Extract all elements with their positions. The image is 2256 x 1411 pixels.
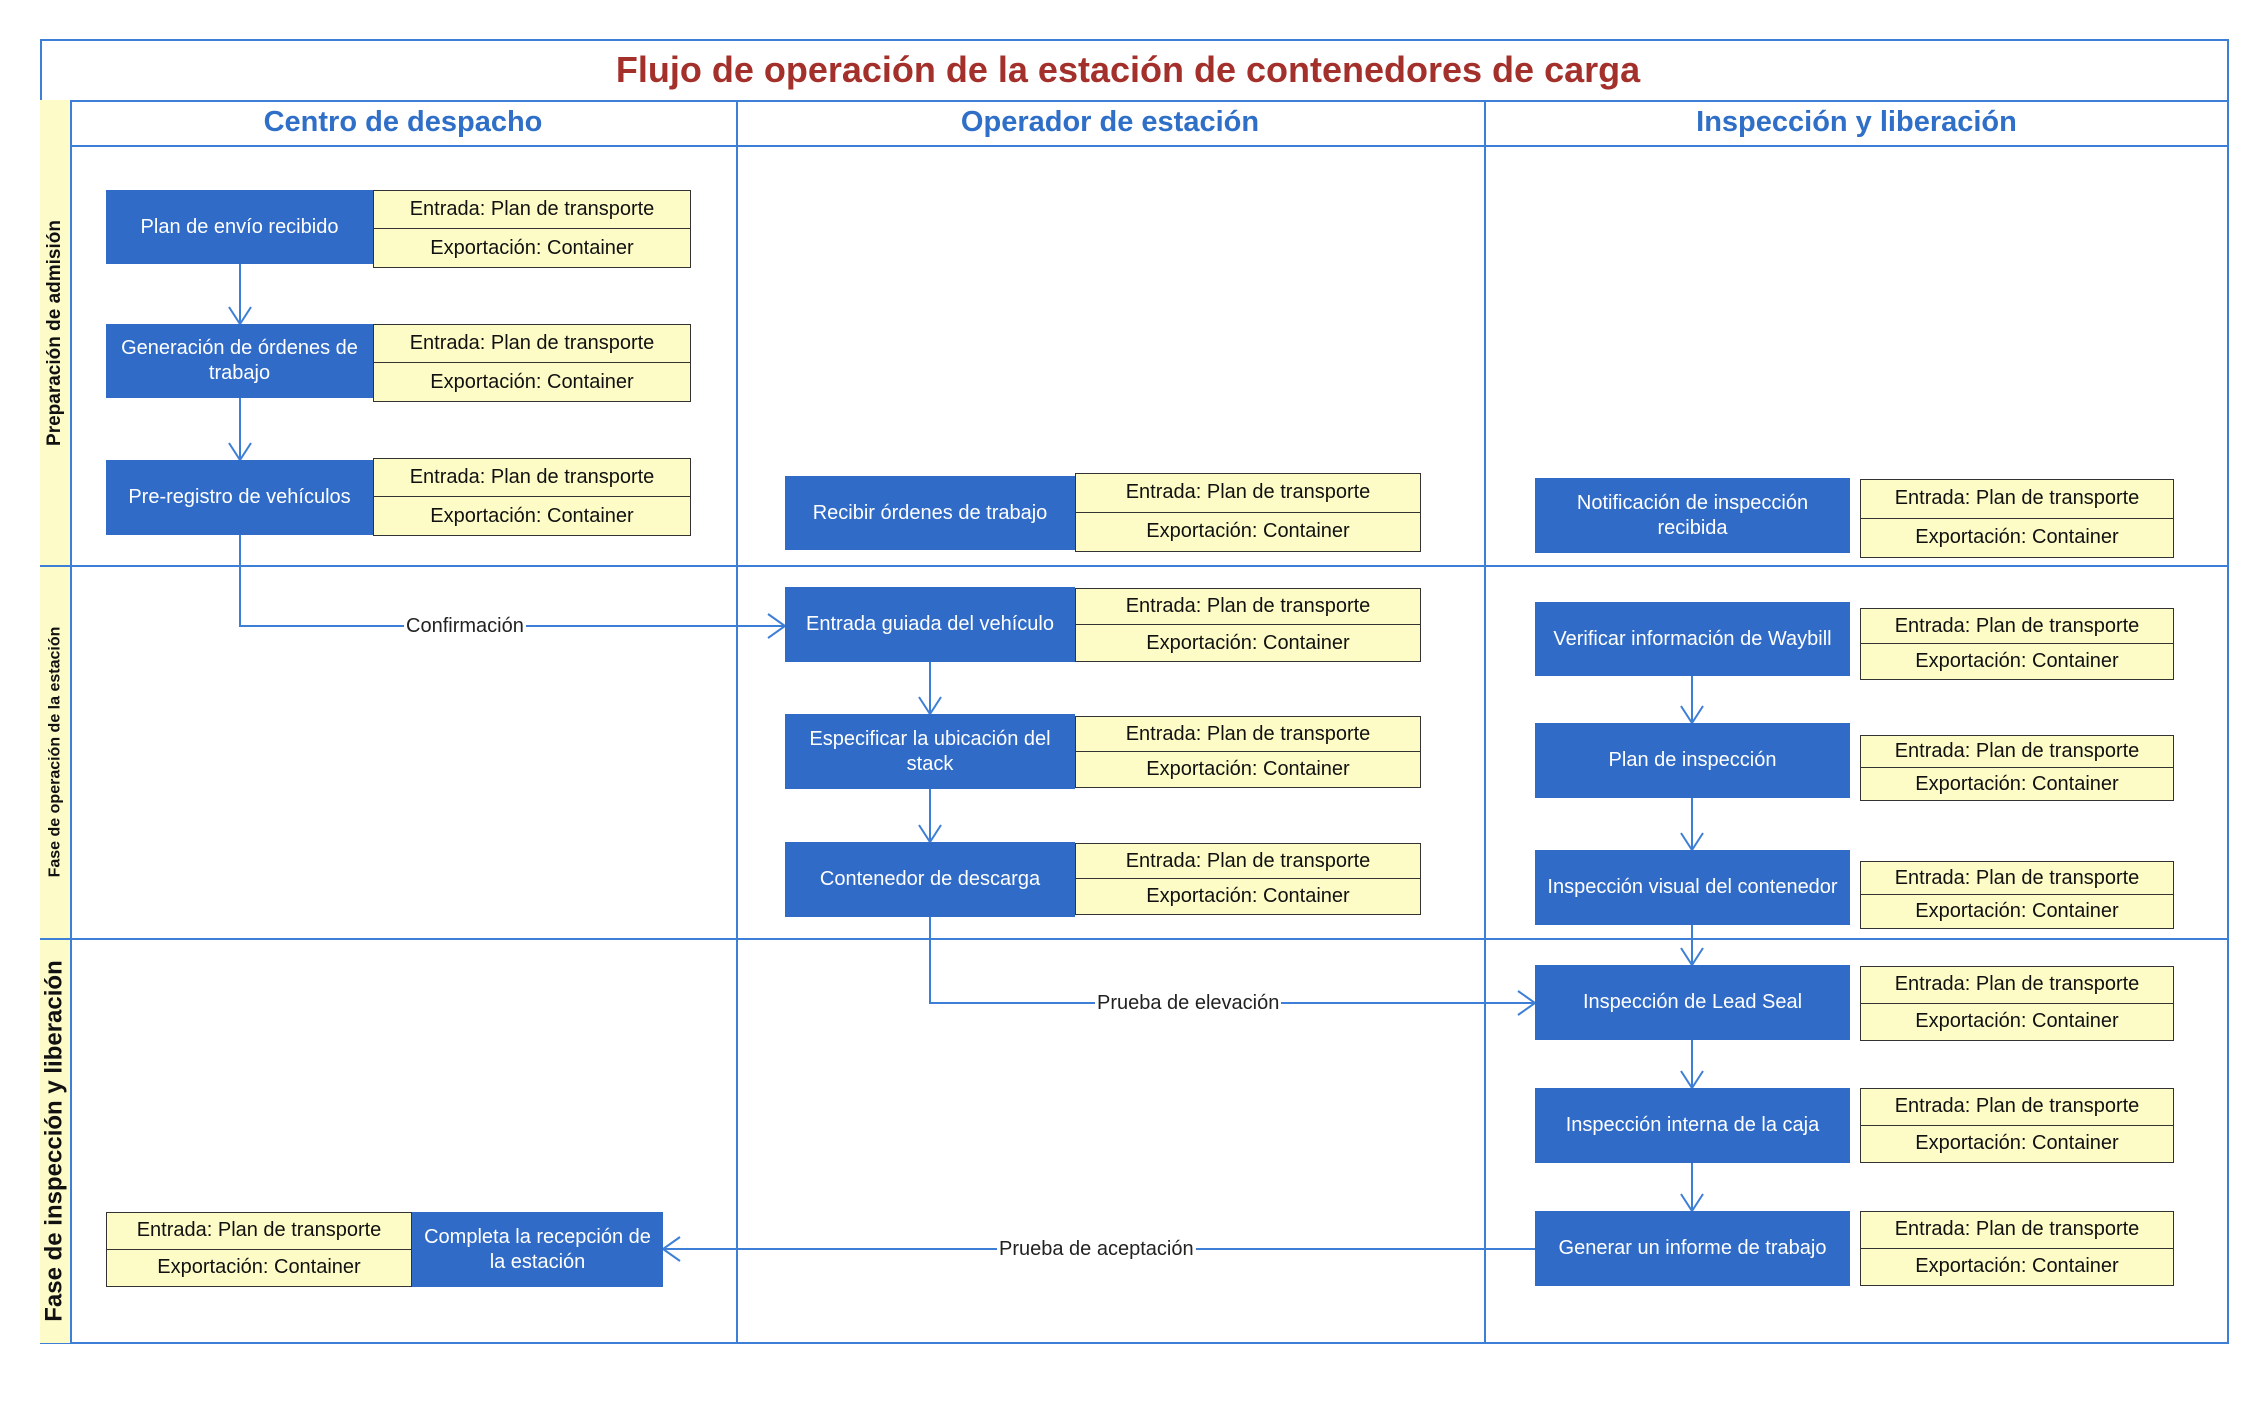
process-node: Generación de órdenes de trabajo [106,324,373,398]
edge-label-confirmation: Confirmación [406,615,524,637]
note-input: Entrada: Plan de transporte [107,1213,411,1250]
io-note [373,190,691,268]
note-output: Exportación: Container [1861,1249,2173,1286]
note-input: Entrada: Plan de transporte [374,325,690,363]
io-note [1860,1211,2174,1286]
io-note [1860,735,2174,801]
lane-label-admission-text: Preparación de admisión [44,219,65,446]
io-note [373,324,691,402]
io-note [1075,843,1421,915]
note-input: Entrada: Plan de transporte [1861,1089,2173,1126]
note-input: Entrada: Plan de transporte [1076,717,1420,752]
note-output: Exportación: Container [1861,519,2173,558]
note-output: Exportación: Container [1076,879,1420,914]
note-output: Exportación: Container [1076,513,1420,552]
note-input: Entrada: Plan de transporte [1861,480,2173,519]
note-input: Entrada: Plan de transporte [1861,967,2173,1004]
diagram-title: Flujo de operación de la estación de contenedores de carga [615,48,1641,90]
process-node: Contenedor de descarga [785,842,1075,917]
io-note [1075,473,1421,552]
io-note [1860,966,2174,1041]
note-output: Exportación: Container [1861,1126,2173,1163]
io-note [1860,479,2174,558]
process-node: Inspección interna de la caja [1535,1088,1850,1163]
note-output: Exportación: Container [107,1250,411,1287]
io-note [1860,608,2174,680]
arrow-n3-n6 [240,535,785,626]
column-header-inspection: Inspección y liberación [1696,106,2017,138]
io-note [1860,861,2174,929]
lane-label-station-operation-text: Fase de operación de la estación [46,626,64,878]
edge-label-lift-test: Prueba de elevación [1097,992,1280,1014]
process-node: Especificar la ubicación del stack [785,714,1075,789]
process-node: Generar un informe de trabajo [1535,1211,1850,1286]
note-output: Exportación: Container [374,229,690,267]
note-output: Exportación: Container [1076,625,1420,661]
io-note [106,1212,412,1287]
note-input: Entrada: Plan de transporte [374,191,690,229]
note-output: Exportación: Container [1861,644,2173,679]
process-node: Recibir órdenes de trabajo [785,476,1075,550]
note-input: Entrada: Plan de transporte [1861,862,2173,895]
column-header-station-operator: Operador de estación [960,106,1260,138]
note-input: Entrada: Plan de transporte [1861,736,2173,768]
note-output: Exportación: Container [1861,768,2173,800]
process-node: Plan de inspección [1535,723,1850,798]
note-output: Exportación: Container [374,497,690,535]
note-output: Exportación: Container [374,363,690,401]
note-input: Entrada: Plan de transporte [1076,844,1420,879]
process-node: Entrada guiada del vehículo [785,587,1075,662]
process-node: Completa la recepción de la estación [412,1212,663,1287]
process-node: Inspección visual del contenedor [1535,850,1850,925]
io-note [1075,588,1421,662]
process-node: Notificación de inspección recibida [1535,478,1850,553]
column-header-dispatch: Centro de despacho [263,106,543,138]
note-output: Exportación: Container [1861,895,2173,928]
process-node: Plan de envío recibido [106,190,373,264]
lane-label-inspection-release-text: Fase de inspección y liberación [41,960,68,1322]
edge-label-acceptance-test: Prueba de aceptación [999,1238,1194,1260]
process-node: Verificar información de Waybill [1535,602,1850,676]
io-note [1860,1088,2174,1163]
note-output: Exportación: Container [1076,752,1420,787]
note-input: Entrada: Plan de transporte [1076,474,1420,513]
process-node: Inspección de Lead Seal [1535,965,1850,1040]
note-input: Entrada: Plan de transporte [1861,1212,2173,1249]
note-input: Entrada: Plan de transporte [374,459,690,497]
io-note [373,458,691,536]
note-input: Entrada: Plan de transporte [1861,609,2173,644]
io-note [1075,716,1421,788]
note-output: Exportación: Container [1861,1004,2173,1041]
note-input: Entrada: Plan de transporte [1076,589,1420,625]
process-node: Pre-registro de vehículos [106,460,373,535]
